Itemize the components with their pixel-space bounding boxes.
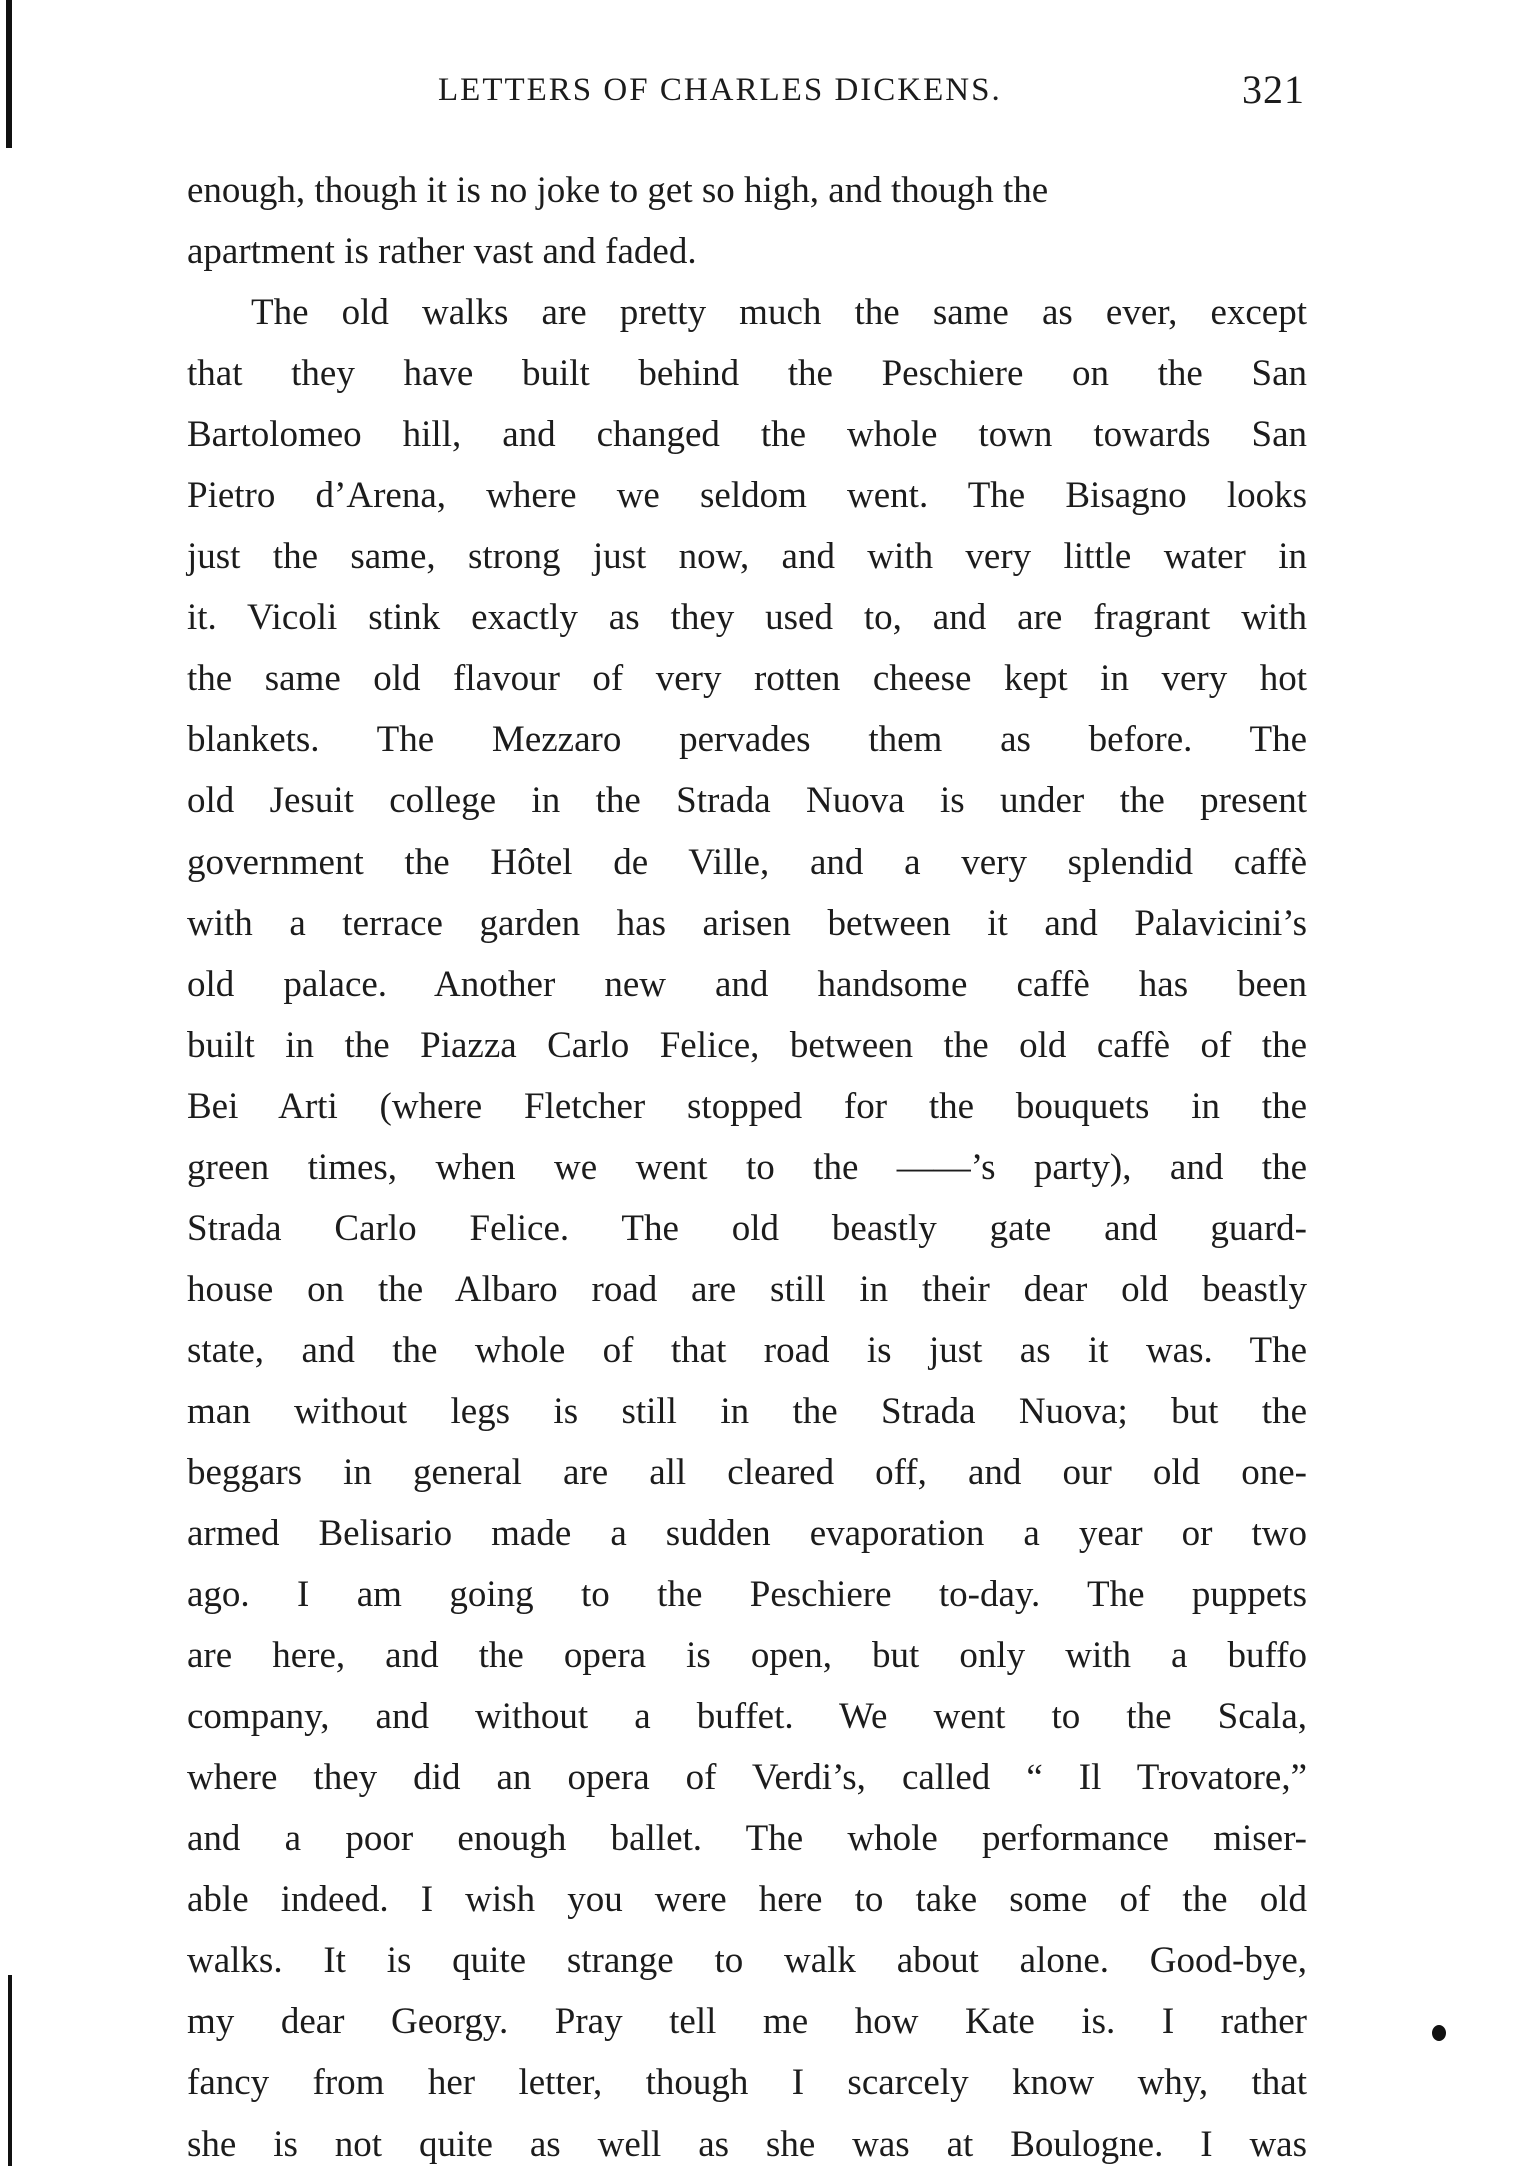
- text-line: Pietro d’Arena, where we seldom went. The Bisagno looks: [187, 475, 1307, 517]
- text-line: state, and the whole of that road is just as it was. The: [187, 1329, 1307, 1371]
- text-line: the same old flavour of very rotten cheese kept in very hot: [187, 658, 1307, 700]
- text-line: old Jesuit college in the Strada Nuova is under the present: [187, 780, 1307, 822]
- running-title: LETTERS OF CHARLES DICKENS.: [438, 72, 1002, 108]
- text-line: enough, though it is no joke to get so high, and though the: [187, 170, 1049, 211]
- text-line: with a terrace garden has arisen between it and Palavicini’s: [187, 902, 1307, 944]
- running-head: [190, 66, 1305, 126]
- text-line: government the Hôtel de Ville, and a very splendid caffè: [187, 841, 1307, 883]
- text-line: fancy from her letter, though I scarcely know why, that: [187, 2062, 1307, 2104]
- page-number: 321: [1242, 67, 1305, 112]
- text-line: my dear Georgy. Pray tell me how Kate is. I rather: [187, 2001, 1307, 2043]
- text-line: are here, and the opera is open, but only with a buffo: [187, 1635, 1307, 1677]
- text-line: blankets. The Mezzaro pervades them as before. The: [187, 719, 1307, 761]
- text-line: house on the Albaro road are still in their dear old beastly: [187, 1268, 1307, 1310]
- text-line: Bei Arti (where Fletcher stopped for the bouquets in the: [187, 1085, 1307, 1127]
- text-line: able indeed. I wish you were here to take some of the old: [187, 1879, 1307, 1921]
- text-line: Bartolomeo hill, and changed the whole town towards San: [187, 414, 1307, 456]
- page-edge-mark-bottom: [8, 1975, 12, 2166]
- body-text: [187, 160, 1307, 2175]
- text-line: that they have built behind the Peschiere on the San: [187, 353, 1307, 395]
- text-line: Strada Carlo Felice. The old beastly gate and guard-: [187, 1207, 1307, 1249]
- text-line: ago. I am going to the Peschiere to-day. The puppets: [187, 1574, 1307, 1616]
- text-line: The old walks are pretty much the same as ever, except: [251, 292, 1307, 334]
- text-line: just the same, strong just now, and with very little water in: [187, 536, 1307, 578]
- text-line: it. Vicoli stink exactly as they used to, and are fragrant with: [187, 597, 1307, 639]
- text-line: where they did an opera of Verdi’s, called “ Il Trovatore,”: [187, 1757, 1307, 1799]
- text-line: green times, when we went to the ——’s party), and the: [187, 1146, 1307, 1188]
- text-line: company, and without a buffet. We went to the Scala,: [187, 1696, 1307, 1738]
- text-line: and a poor enough ballet. The whole performance miser-: [187, 1818, 1307, 1860]
- text-line: apartment is rather vast and faded.: [187, 231, 697, 273]
- text-line: beggars in general are all cleared off, and our old one-: [187, 1451, 1307, 1493]
- text-line: man without legs is still in the Strada Nuova; but the: [187, 1390, 1307, 1432]
- text-line: she is not quite as well as she was at Boulogne. I was: [187, 2123, 1307, 2165]
- text-line: walks. It is quite strange to walk about alone. Good-bye,: [187, 1940, 1307, 1982]
- page-edge-mark-top: [6, 0, 12, 148]
- ink-spot: [1432, 2025, 1446, 2041]
- text-line: built in the Piazza Carlo Felice, between the old caffè of the: [187, 1024, 1307, 1066]
- text-line: old palace. Another new and handsome caffè has been: [187, 963, 1307, 1005]
- text-line: armed Belisario made a sudden evaporation a year or two: [187, 1513, 1307, 1555]
